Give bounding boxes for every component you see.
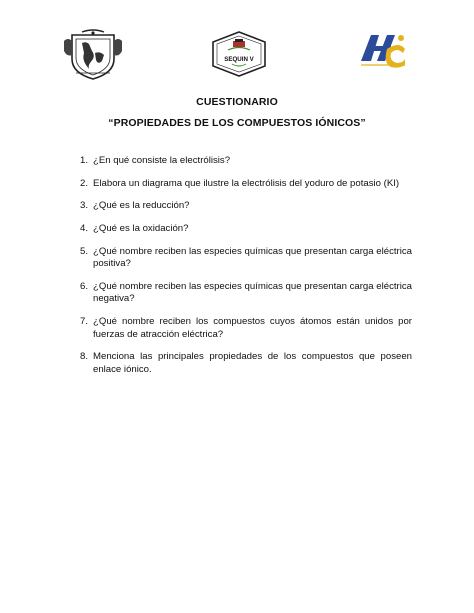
question-text: ¿Qué es la oxidación?: [93, 223, 189, 235]
question-item: [80, 316, 412, 341]
question-text: ¿En qué consiste la electrólisis?: [93, 155, 231, 166]
question-text: ¿Qué nombre reciben los compuestos cuyos átomos están unidos por fuerzas de atracción eléctrica?: [93, 316, 412, 340]
document-title: CUESTIONARIO: [196, 96, 278, 108]
question-list: [80, 155, 412, 387]
svg-text:SEQUIN V: SEQUIN V: [224, 56, 254, 63]
question-text: ¿Qué nombre reciben las especies químicas que presentan carga eléctrica negativa?: [93, 280, 412, 305]
question-number: 6.: [80, 280, 89, 292]
question-text: ¿Qué nombre reciben las especies químicas que presentan carga eléctrica positiva?: [93, 245, 412, 270]
question-number: 8.: [80, 351, 89, 363]
question-text: ¿Qué es la reducción?: [93, 200, 190, 212]
question-number: 3.: [80, 200, 89, 212]
header-logos: [0, 0, 474, 90]
hnc-logo: [359, 31, 407, 71]
question-number: 2.: [80, 177, 89, 189]
question-number: 1.: [80, 155, 89, 166]
question-item: [80, 223, 412, 236]
question-item: [80, 351, 412, 376]
question-item: [80, 178, 412, 191]
question-item: [80, 155, 412, 168]
question-number: 7.: [80, 316, 89, 328]
question-item: [80, 246, 412, 271]
question-item: [80, 281, 412, 306]
question-text: Menciona las principales propiedades de los compuestos que poseen enlace iónico.: [93, 351, 412, 375]
question-item: [80, 200, 412, 213]
question-number: 4.: [80, 223, 89, 235]
unam-crest-icon: [62, 29, 124, 81]
question-text: Elabora un diagrama que ilustre la electrólisis del yoduro de potasio (KI): [93, 177, 400, 189]
question-number: 5.: [80, 245, 89, 257]
sequin-v-logo: [210, 30, 268, 78]
document-subtitle: “PROPIEDADES DE LOS COMPUESTOS IÓNICOS”: [108, 117, 366, 129]
